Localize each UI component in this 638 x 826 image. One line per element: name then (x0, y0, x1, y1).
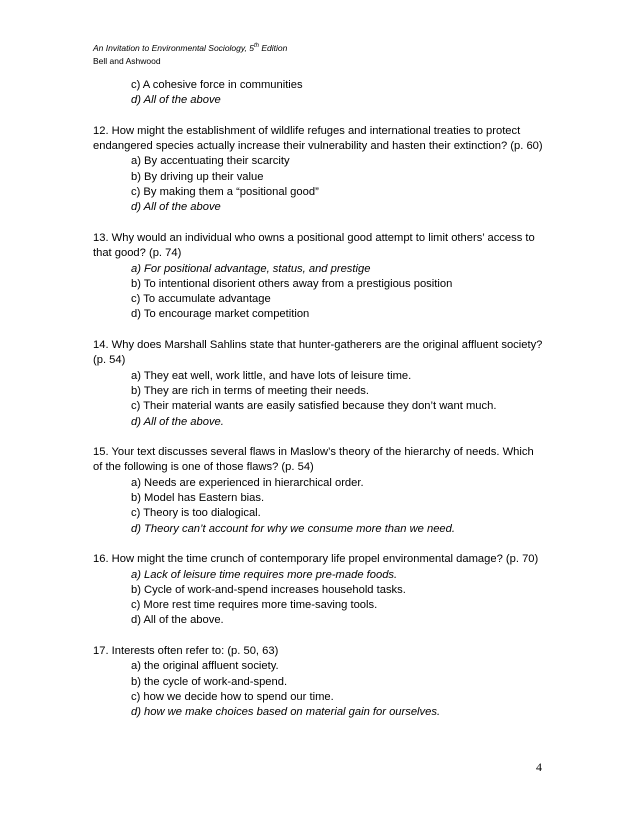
question-16 (93, 552, 545, 628)
page-header (93, 40, 287, 68)
page-number: 4 (536, 760, 542, 774)
book-title (93, 40, 287, 55)
edition-superscript: th (253, 43, 259, 49)
answer-option-correct: d) how we make choices based on material gain for ourselves. (131, 706, 441, 719)
question-stem: 15. Your text discusses several flaws in Maslow’s theory of the hierarchy of needs. Which of the following is one of those flaws? (p. 54) (93, 446, 534, 474)
answer-option: a) Needs are experienced in hierarchical order. (131, 476, 364, 489)
book-title-suffix: Edition (258, 42, 288, 53)
continuation-block (93, 78, 545, 109)
answer-option-correct: d) All of the above (131, 201, 221, 214)
question-stem: 14. Why does Marshall Sahlins state that hunter-gatherers are the original affluent society? (p. 54) (93, 339, 543, 367)
answer-option-correct: a) Lack of leisure time requires more pre-made foods. (131, 568, 398, 581)
answer-option: b) By driving up their value (131, 170, 264, 183)
answer-option: b) Model has Eastern bias. (131, 492, 265, 505)
answer-option: c) More rest time requires more time-saving tools. (131, 599, 378, 612)
answer-option: b) the cycle of work-and-spend. (131, 675, 288, 688)
answer-option: c) how we decide how to spend our time. (131, 690, 334, 703)
answer-option: c) By making them a “positional good” (131, 186, 319, 199)
answer-option: c) A cohesive force in communities (131, 79, 303, 91)
answer-option: b) Cycle of work-and-spend increases household tasks. (131, 583, 406, 596)
answer-option-correct: d) All of the above. (131, 415, 224, 428)
question-13 (93, 231, 545, 323)
answer-option: c) Theory is too dialogical. (131, 507, 261, 520)
question-17 (93, 644, 545, 720)
question-stem: 12. How might the establishment of wildlife refuges and international treaties to protect endangered species actually increase their vulnerability and hasten their extinction? (p. 60) (93, 124, 543, 153)
answer-option: d) All of the above. (131, 614, 224, 627)
answer-option: c) Their material wants are easily satisfied because they don’t want much. (131, 400, 497, 413)
question-stem: 17. Interests often refer to: (p. 50, 63) (93, 644, 279, 657)
answer-option: c) To accumulate advantage (131, 293, 271, 306)
question-12 (93, 124, 545, 216)
question-14 (93, 338, 545, 430)
answer-option-correct: a) For positional advantage, status, and prestige (131, 262, 371, 275)
answer-option: b) To intentional disorient others away from a prestigious position (131, 277, 453, 290)
answer-option: a) They eat well, work little, and have lots of leisure time. (131, 369, 412, 382)
question-15 (93, 445, 545, 537)
question-stem: 16. How might the time crunch of contemporary life propel environmental damage? (p. 70) (93, 553, 539, 566)
answer-option: b) They are rich in terms of meeting their needs. (131, 384, 369, 397)
answer-option-correct: d) All of the above (131, 94, 221, 107)
answer-option: a) By accentuating their scarcity (131, 155, 290, 168)
answer-option: d) To encourage market competition (131, 308, 310, 321)
answer-option-correct: d) Theory can’t account for why we consume more than we need. (131, 522, 455, 535)
question-stem: 13. Why would an individual who owns a positional good attempt to limit others’ access to that good? (p. 74) (93, 231, 535, 260)
book-title-text: An Invitation to Environmental Sociology, 5 (93, 42, 254, 53)
question-list (93, 78, 545, 720)
answer-option: a) the original affluent society. (131, 660, 279, 673)
authors: Bell and Ashwood (93, 55, 161, 66)
